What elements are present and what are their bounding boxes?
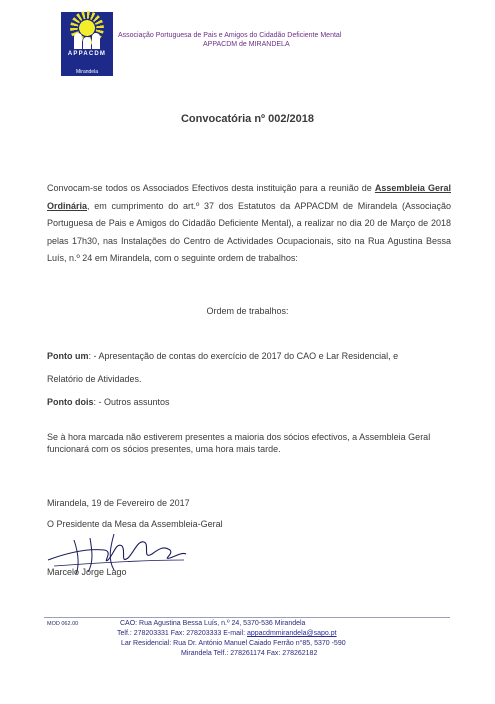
footer-divider [44,617,450,618]
agenda-item-1 [47,350,398,362]
footer-phone-fax: Telf.: 278203331 Fax: 278203333 E-mail: [117,630,247,637]
intro-text-rest: , em cumprimento do art.º 37 dos Estatutos da APPACDM de Mirandela (Associação Portuguesa de Pais e Amigos do Cidadão Deficiente Mental), a realizar no dia 20 de Março de 2018 pelas 17h30, nas Instalações do Centro de Actividades Ocupacionais, sito na Rua Agustina Bessa Luís, n.º 24 em Mirandela, com o seguinte ordem de trabalhos: [47,200,451,263]
agenda-item-1-continued: Relatório de Atividades. [47,374,142,384]
meeting-type: Assembleia Geral Ordinária [47,183,451,211]
appacdm-logo [61,12,113,70]
agenda-item-2-text: : - Outros assuntos [93,397,170,407]
organization-name: Associação Portuguesa de Pais e Amigos do Cidadão Deficiente Mental [118,32,342,39]
quorum-notice: Se à hora marcada não estiverem presentes a maioria dos sócios efectivos, a Assembleia Geral funcionará com os sócios presentes, uma hora mais tarde. [47,432,431,454]
footer-lar-contacts: Mirandela Telf.: 278261174 Fax: 278262182 [181,650,318,657]
footer-contacts [117,629,337,638]
footer-email-link[interactable]: appacdmmirandela@sapo.pt [246,630,337,637]
agenda-item-2-label: Ponto dois [47,397,94,407]
signatory-title: O Presidente da Mesa da Assembleia-Geral [47,519,223,529]
agenda-item-1-text: : - Apresentação de contas do exercício de 2017 do CAO e Lar Residencial, e [88,351,399,361]
agenda-item-1-label: Ponto um [47,351,89,361]
logo-text: APPACDM [67,51,107,57]
footer-lar-address: Lar Residencial: Rua Dr. António Manuel Caiado Ferrão n°85, 5370 -590 [121,640,346,647]
person-figure-icon [74,33,82,49]
signatory-name: Marcelo Jorge Lago [47,567,127,577]
footer-cao-address: CAO: Rua Agustina Bessa Luís, n.º 24, 5370-536 Mirandela [120,620,306,627]
document-title: Convocatória nº 002/2018 [180,113,315,125]
person-figure-icon [92,33,100,49]
logo-subtitle: Mirandela [61,68,113,76]
date-line: Mirandela, 19 de Fevereiro de 2017 [47,498,190,508]
intro-text-start: Convocam-se todos os Associados Efectivos desta instituição para a reunião de [47,183,372,193]
person-figure-icon [83,37,91,49]
agenda-item-2 [47,396,170,408]
form-code: MOD 062.00 [47,621,79,627]
intro-paragraph [47,180,451,268]
organization-branch: APPACDM de MIRANDELA [203,41,290,48]
agenda-heading: Ordem de trabalhos: [206,306,289,316]
